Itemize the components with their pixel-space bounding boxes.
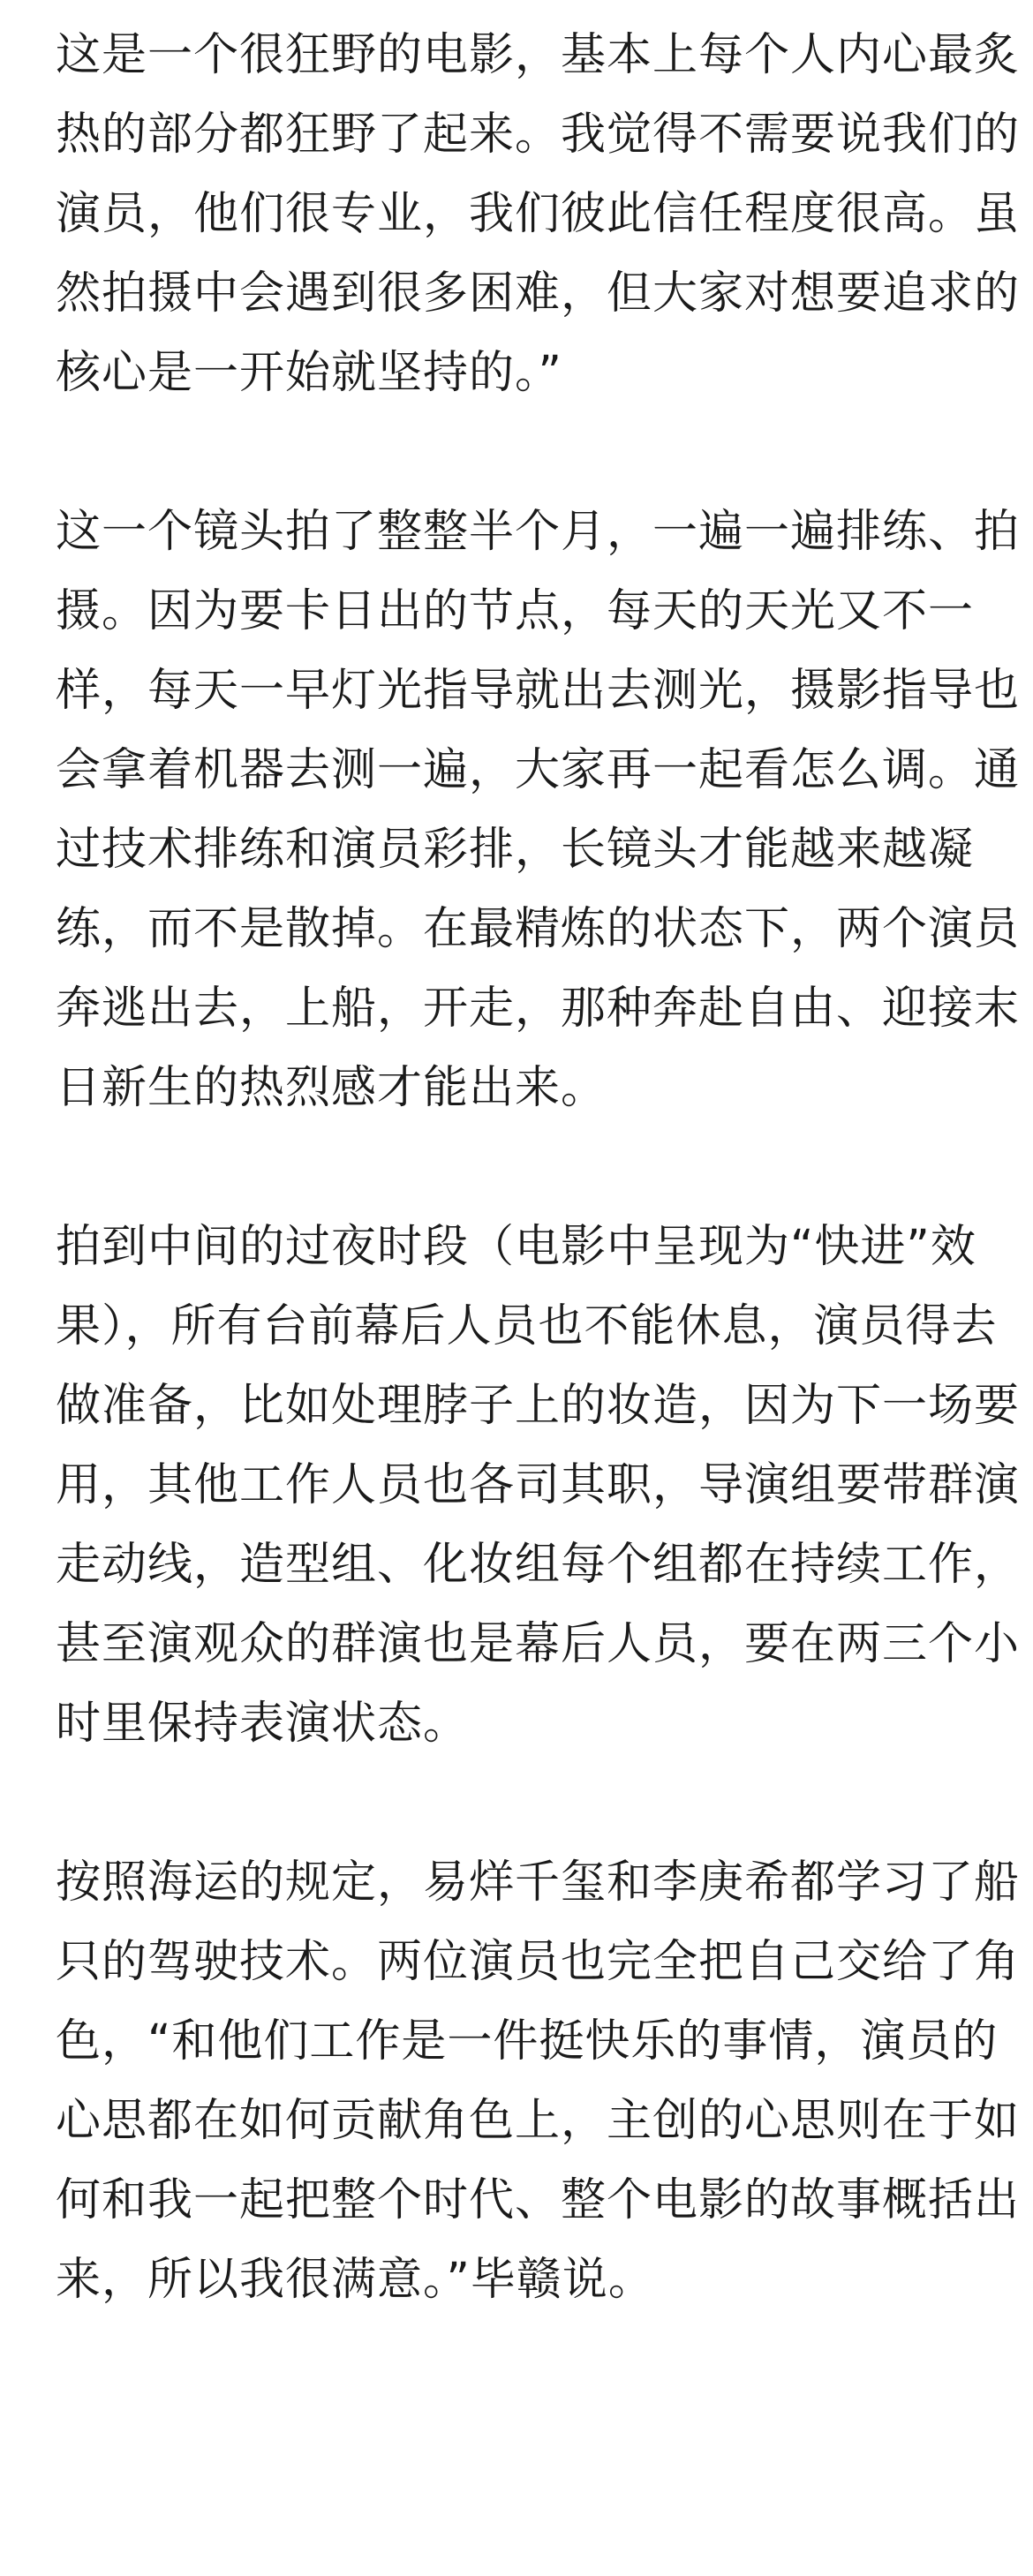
text-line: 拍到中间的过夜时段（电影中呈现为“快进”效 <box>56 1221 976 1273</box>
text-line: 这一个镜头拍了整整半个月，一遍一遍排练、拍 <box>56 506 1021 558</box>
text-line: 奔逃出去，上船，开走，那种奔赴自由、迎接末 <box>56 983 1021 1035</box>
text-line: 过技术排练和演员彩排，长镜头才能越来越凝 <box>56 824 975 876</box>
text-line: 果），所有台前幕后人员也不能休息，演员得去 <box>56 1300 998 1352</box>
text-line: 甚至演观众的群演也是幕后人员，要在两三个小 <box>56 1618 1021 1670</box>
text-line: 核心是一开始就坚持的。” <box>56 347 562 399</box>
text-line: 这是一个很狂野的电影，基本上每个人内心最炙 <box>56 29 1021 81</box>
text-line: 用，其他工作人员也各司其职，导演组要带群演 <box>56 1459 1021 1511</box>
text-line: 演员，他们很专业，我们彼此信任程度很高。虽 <box>56 188 1021 240</box>
text-line: 摄。因为要卡日出的节点，每天的天光又不一 <box>56 585 975 637</box>
text-line: 时里保持表演状态。 <box>56 1698 470 1750</box>
article-body <box>56 16 1021 2320</box>
text-line: 日新生的热烈感才能出来。 <box>56 1062 607 1114</box>
text-line: 按照海运的规定，易烊千玺和李庚希都学习了船 <box>56 1857 1021 1909</box>
text-line: 样，每天一早灯光指导就出去测光，摄影指导也 <box>56 665 1021 717</box>
text-line: 只的驾驶技术。两位演员也完全把自己交给了角 <box>56 1936 1021 1988</box>
text-line: 色，“和他们工作是一件挺快乐的事情，演员的 <box>56 2015 999 2068</box>
paragraph-4 <box>56 1843 1021 2320</box>
text-line: 何和我一起把整个时代、整个电影的故事概括出 <box>56 2174 1021 2226</box>
text-line: 热的部分都狂野了起来。我觉得不需要说我们的 <box>56 109 1021 161</box>
text-line: 做准备，比如处理脖子上的妆造，因为下一场要 <box>56 1380 1021 1432</box>
text-line: 走动线，造型组、化妆组每个组都在持续工作， <box>56 1539 1021 1591</box>
text-line: 然拍摄中会遇到很多困难，但大家对想要追求的 <box>56 267 1021 320</box>
paragraph-2 <box>56 493 1021 1128</box>
paragraph-3 <box>56 1208 1021 1764</box>
text-line: 练，而不是散掉。在最精炼的状态下，两个演员 <box>56 903 1021 955</box>
text-line: 会拿着机器去测一遍，大家再一起看怎么调。通 <box>56 744 1021 796</box>
text-line: 心思都在如何贡献角色上，主创的心思则在于如 <box>56 2095 1021 2147</box>
paragraph-1 <box>56 16 1021 413</box>
text-line: 来，所以我很满意。”毕赣说。 <box>56 2254 654 2306</box>
